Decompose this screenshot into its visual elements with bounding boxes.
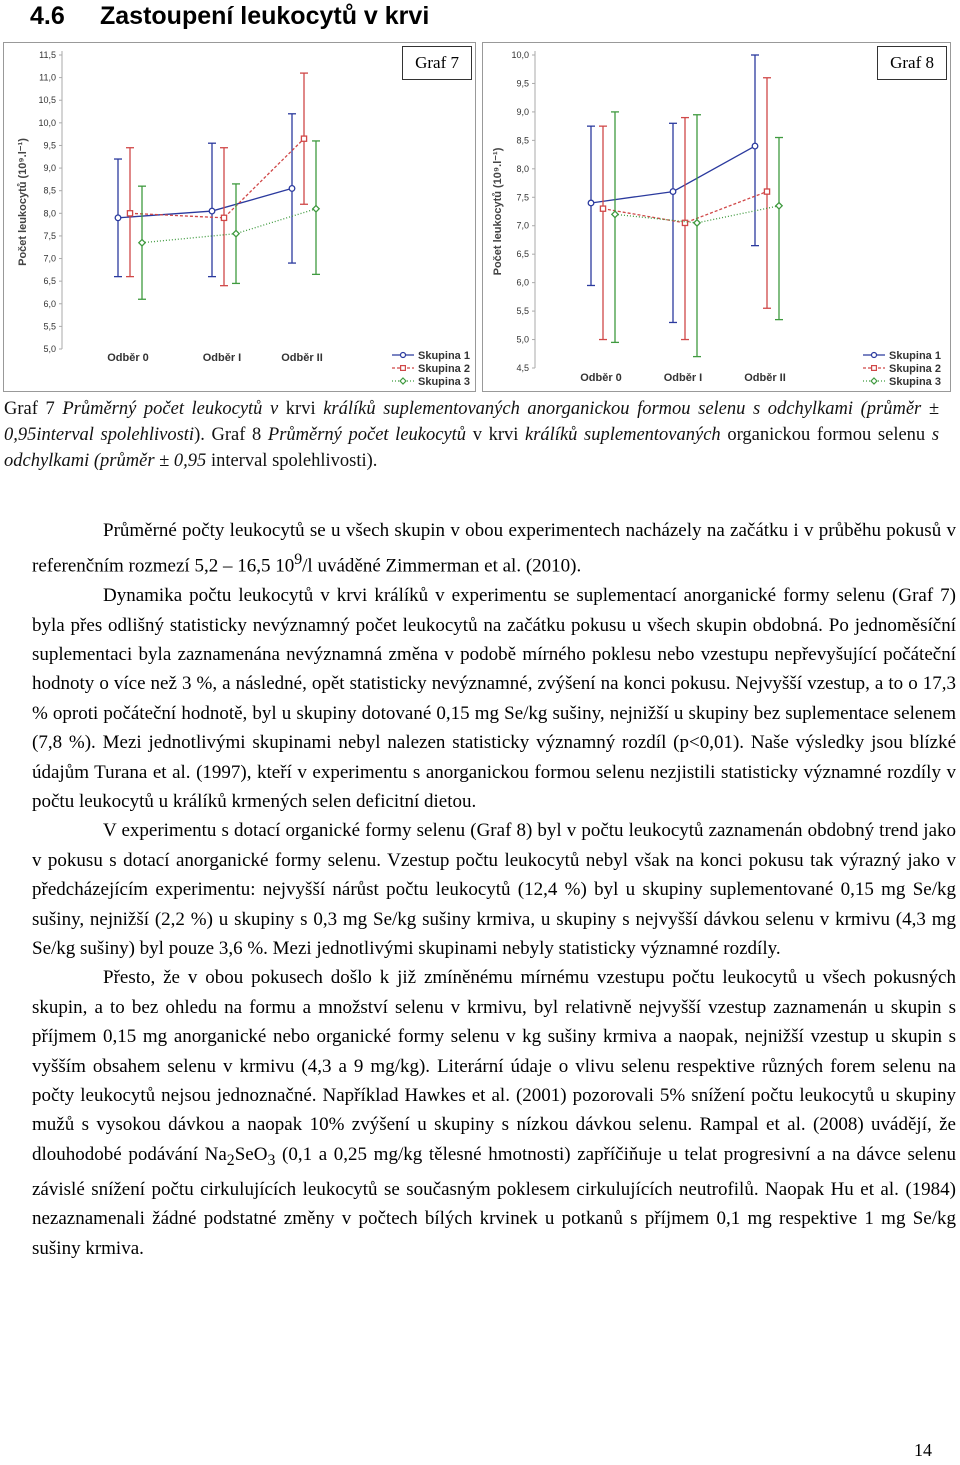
caption-part: králíků suplementovaných anorganickou formou selenu s odchylkami (průměr ± 0,95interval spolehlivosti <box>4 399 939 445</box>
y-tick-label: 7,5 <box>43 230 56 241</box>
section-number: 4.6 <box>30 2 65 30</box>
page-number: 14 <box>914 1440 932 1460</box>
subscript: 2 <box>226 1151 235 1169</box>
y-tick-label: 8,5 <box>516 135 529 146</box>
section-title: Zastoupení leukocytů v krvi <box>100 2 430 30</box>
section-heading <box>30 0 429 32</box>
y-tick-label: 7,0 <box>43 253 56 264</box>
legend-label: Skupina 3 <box>889 376 941 388</box>
caption-part: králíků suplementovaných <box>525 425 721 445</box>
paragraph-3: V experimentu s dotací organické formy selenu (Graf 8) byl v počtu leukocytů zaznamenán obdobný trend jako v pokusu s dotací anorganické formy selenu. Vzestup počtu leukocytů nebyl však na konci pokusu tak výrazný jako v předcházejícím experimentu: nejvyšší nárůst počtu leukocytů (12,4 %) byl u skupiny suplementované 0,15 mg Se/kg sušiny, nejnižší (2,2 %) u skupiny s 0,3 mg Se/kg sušiny krmiva, u skupiny s nejvyšší dávkou selenu v krmivu (4,3 mg Se/kg sušiny) byl pouze 3,6 %. Mezi jednotlivými skupinami nebyly statisticky významné rozdíly. <box>32 820 956 960</box>
body-text <box>32 516 956 1263</box>
y-tick-label: 7,0 <box>516 220 529 231</box>
figure-caption <box>4 396 939 474</box>
y-tick-label: 6,0 <box>43 298 56 309</box>
graf8-svg <box>483 43 950 391</box>
y-tick-label: 8,0 <box>43 208 56 219</box>
paragraph-text: Přesto, že v obou pokusech došlo k již zmíněnému mírnému vzestupu počtu leukocytů u všech pokusných skupin, a to bez ohledu na formu a množství selenu v krmivu, byl relativně nejvyšší vzestup zaznamenán u skupin s příjmem 0,15 mg anorganické nebo organické formy selenu v kg sušiny krmiva a naopak, nejnižší vzestup u skupin s vyšším obsahem selenu v krmivu (4,3 a 9 mg/kg). Literární údaje o vlivu selenu respektive různých forem selenu na počty leukocytů nejsou jednoznačné. Například Hawkes et al. (2001) pozorovali 5% snížení počtu leukocytů u skupiny mužů s vysokou dávkou a naopak 10% zvýšení u skupiny s nízkou dávkou selenu. Rampal et al. (2008) uvádějí, že dlouhodobé podávání Na <box>32 967 956 1165</box>
y-tick-label: 6,5 <box>516 249 529 260</box>
graf7-title: Graf 7 <box>402 46 472 80</box>
y-tick-label: 10,0 <box>511 50 529 60</box>
legend-label: Skupina 1 <box>418 350 470 362</box>
y-tick-label: 6,0 <box>516 277 529 288</box>
y-tick-label: 11,0 <box>39 72 56 83</box>
series-line <box>130 139 304 218</box>
data-point <box>670 189 676 195</box>
caption-part: krvi <box>278 399 324 419</box>
paragraph-2: Dynamika počtu leukocytů v krvi králíků v experimentu se suplementací anorganické formy selenu (Graf 7) byla přes odlišný statisticky nevýznamný počet leukocytů na začátku pokusu u všech skupin obdobná. Po jednoměsíční suplementaci byla zaznamenána nevýznamná změna v podobě mírného poklesu nebo vzestupu nepřevyšující počáteční hodnoty o více než 3 %, a následné, opět statisticky nevýznamné, zvýšení na konci pokusu. Nejvyšší vzestup, a to o 17,3 % oproti počáteční hodnotě, byl u skupiny dotované 0,15 mg Se/kg sušiny, nejnižší u skupiny bez suplementace selenem (7,8 %). Mezi jednotlivými skupinami nebyl nalezen statisticky významný rozdíl (p<0,01). Naše výsledky jsou blízké údajům Turana et al. (1997), kteří v experimentu s anorganickou formou selenu nezjistili statisticky významné rozdíly v počtu leukocytů u králíků krmených selen deficitní dietou. <box>32 585 956 812</box>
y-tick-label: 8,5 <box>43 185 56 196</box>
y-tick-label: 10,0 <box>38 117 56 128</box>
y-axis-label: Počet leukocytů (10⁹.l⁻¹) <box>492 147 504 276</box>
subscript: 3 <box>267 1151 276 1169</box>
y-tick-label: 8,0 <box>516 163 529 174</box>
data-point <box>776 203 782 209</box>
y-tick-label: 5,5 <box>43 321 56 332</box>
data-point <box>127 211 132 216</box>
paragraph-text: (0,1 a 0,25 mg/kg tělesné hmotnosti) zapříčiňuje u telat progresivní a na dávce selenu závislé snížení počtu cirkulujících leukocytů se současným poklesem cirkulujících neutrofilů. Naopak Hu et al. (1984) nezaznamenali žádné podstatné změny v počtech bílých krvinek u potkanů s příjmem 0,1 mg respektive 1 mg Se/kg sušiny krmiva. <box>32 1143 956 1259</box>
legend-marker <box>400 378 406 384</box>
caption-part: s odchylkami (průměr ± 0,95 <box>4 425 940 471</box>
category-label: Odběr I <box>663 372 703 384</box>
caption-part: interval spolehlivosti). <box>206 451 378 471</box>
paragraph-text: Průměrné počty leukocytů se u všech skupin v obou experimentech nacházely na začátku i v průběhu pokusů v referenčním rozmezí 5,2 – 16,5 10 <box>32 520 956 577</box>
legend-marker <box>401 353 406 358</box>
category-label: Odběr 0 <box>107 352 149 364</box>
data-point <box>301 136 306 141</box>
category-label: Odběr II <box>281 352 323 364</box>
y-tick-label: 5,5 <box>516 306 529 317</box>
legend-marker <box>872 353 877 358</box>
legend-marker <box>401 366 406 371</box>
legend-label: Skupina 1 <box>889 350 941 362</box>
y-tick-label: 9,0 <box>43 163 56 174</box>
graf8-title: Graf 8 <box>877 46 947 80</box>
data-point <box>694 220 700 226</box>
paragraph-4 <box>32 963 956 1263</box>
data-point <box>221 215 226 220</box>
y-tick-label: 10,5 <box>38 95 56 106</box>
data-point <box>139 240 145 246</box>
y-tick-label: 11,5 <box>39 50 56 60</box>
caption-part: organickou formou selenu <box>720 425 932 445</box>
superscript: 9 <box>294 551 303 569</box>
paragraph-1 <box>32 516 956 581</box>
caption-part: ). Graf 8 <box>194 425 268 445</box>
paragraph-text: SeO <box>234 1143 268 1165</box>
y-tick-label: 5,0 <box>516 334 529 345</box>
category-label: Odběr I <box>202 352 242 364</box>
y-axis-label: Počet leukocytů (10⁹.l⁻¹) <box>17 138 29 266</box>
data-point <box>588 200 594 206</box>
y-tick-label: 7,5 <box>516 192 529 203</box>
legend-marker <box>872 366 877 371</box>
caption-part: v krvi <box>466 425 525 445</box>
data-point <box>612 211 618 217</box>
series-line <box>118 188 292 217</box>
y-tick-label: 9,0 <box>516 106 529 117</box>
data-point <box>764 189 769 194</box>
caption-part: Průměrný počet leukocytů <box>267 425 467 445</box>
data-point <box>289 186 295 192</box>
data-point <box>682 220 687 225</box>
y-tick-label: 9,5 <box>43 140 56 151</box>
data-point <box>115 215 121 221</box>
graf7-chart <box>3 42 476 392</box>
y-tick-label: 9,5 <box>516 78 529 89</box>
data-point <box>600 206 605 211</box>
y-tick-label: 4,5 <box>516 363 529 373</box>
y-tick-label: 6,5 <box>43 276 56 287</box>
legend-label: Skupina 2 <box>889 363 941 375</box>
data-point <box>313 206 319 212</box>
y-tick-label: 5,0 <box>43 344 56 354</box>
caption-part: Průměrný počet leukocytů v <box>62 399 279 419</box>
legend-label: Skupina 3 <box>418 376 470 388</box>
data-point <box>752 143 758 149</box>
category-label: Odběr II <box>744 372 786 384</box>
caption-part: Graf 7 <box>4 399 63 419</box>
legend-label: Skupina 2 <box>418 363 470 375</box>
graf8-chart <box>482 42 951 392</box>
data-point <box>209 208 215 214</box>
paragraph-text: /l uváděné Zimmerman et al. (2010). <box>302 555 582 577</box>
legend-marker <box>871 378 877 384</box>
graf7-svg <box>4 43 475 391</box>
data-point <box>233 230 239 236</box>
category-label: Odběr 0 <box>580 372 622 384</box>
